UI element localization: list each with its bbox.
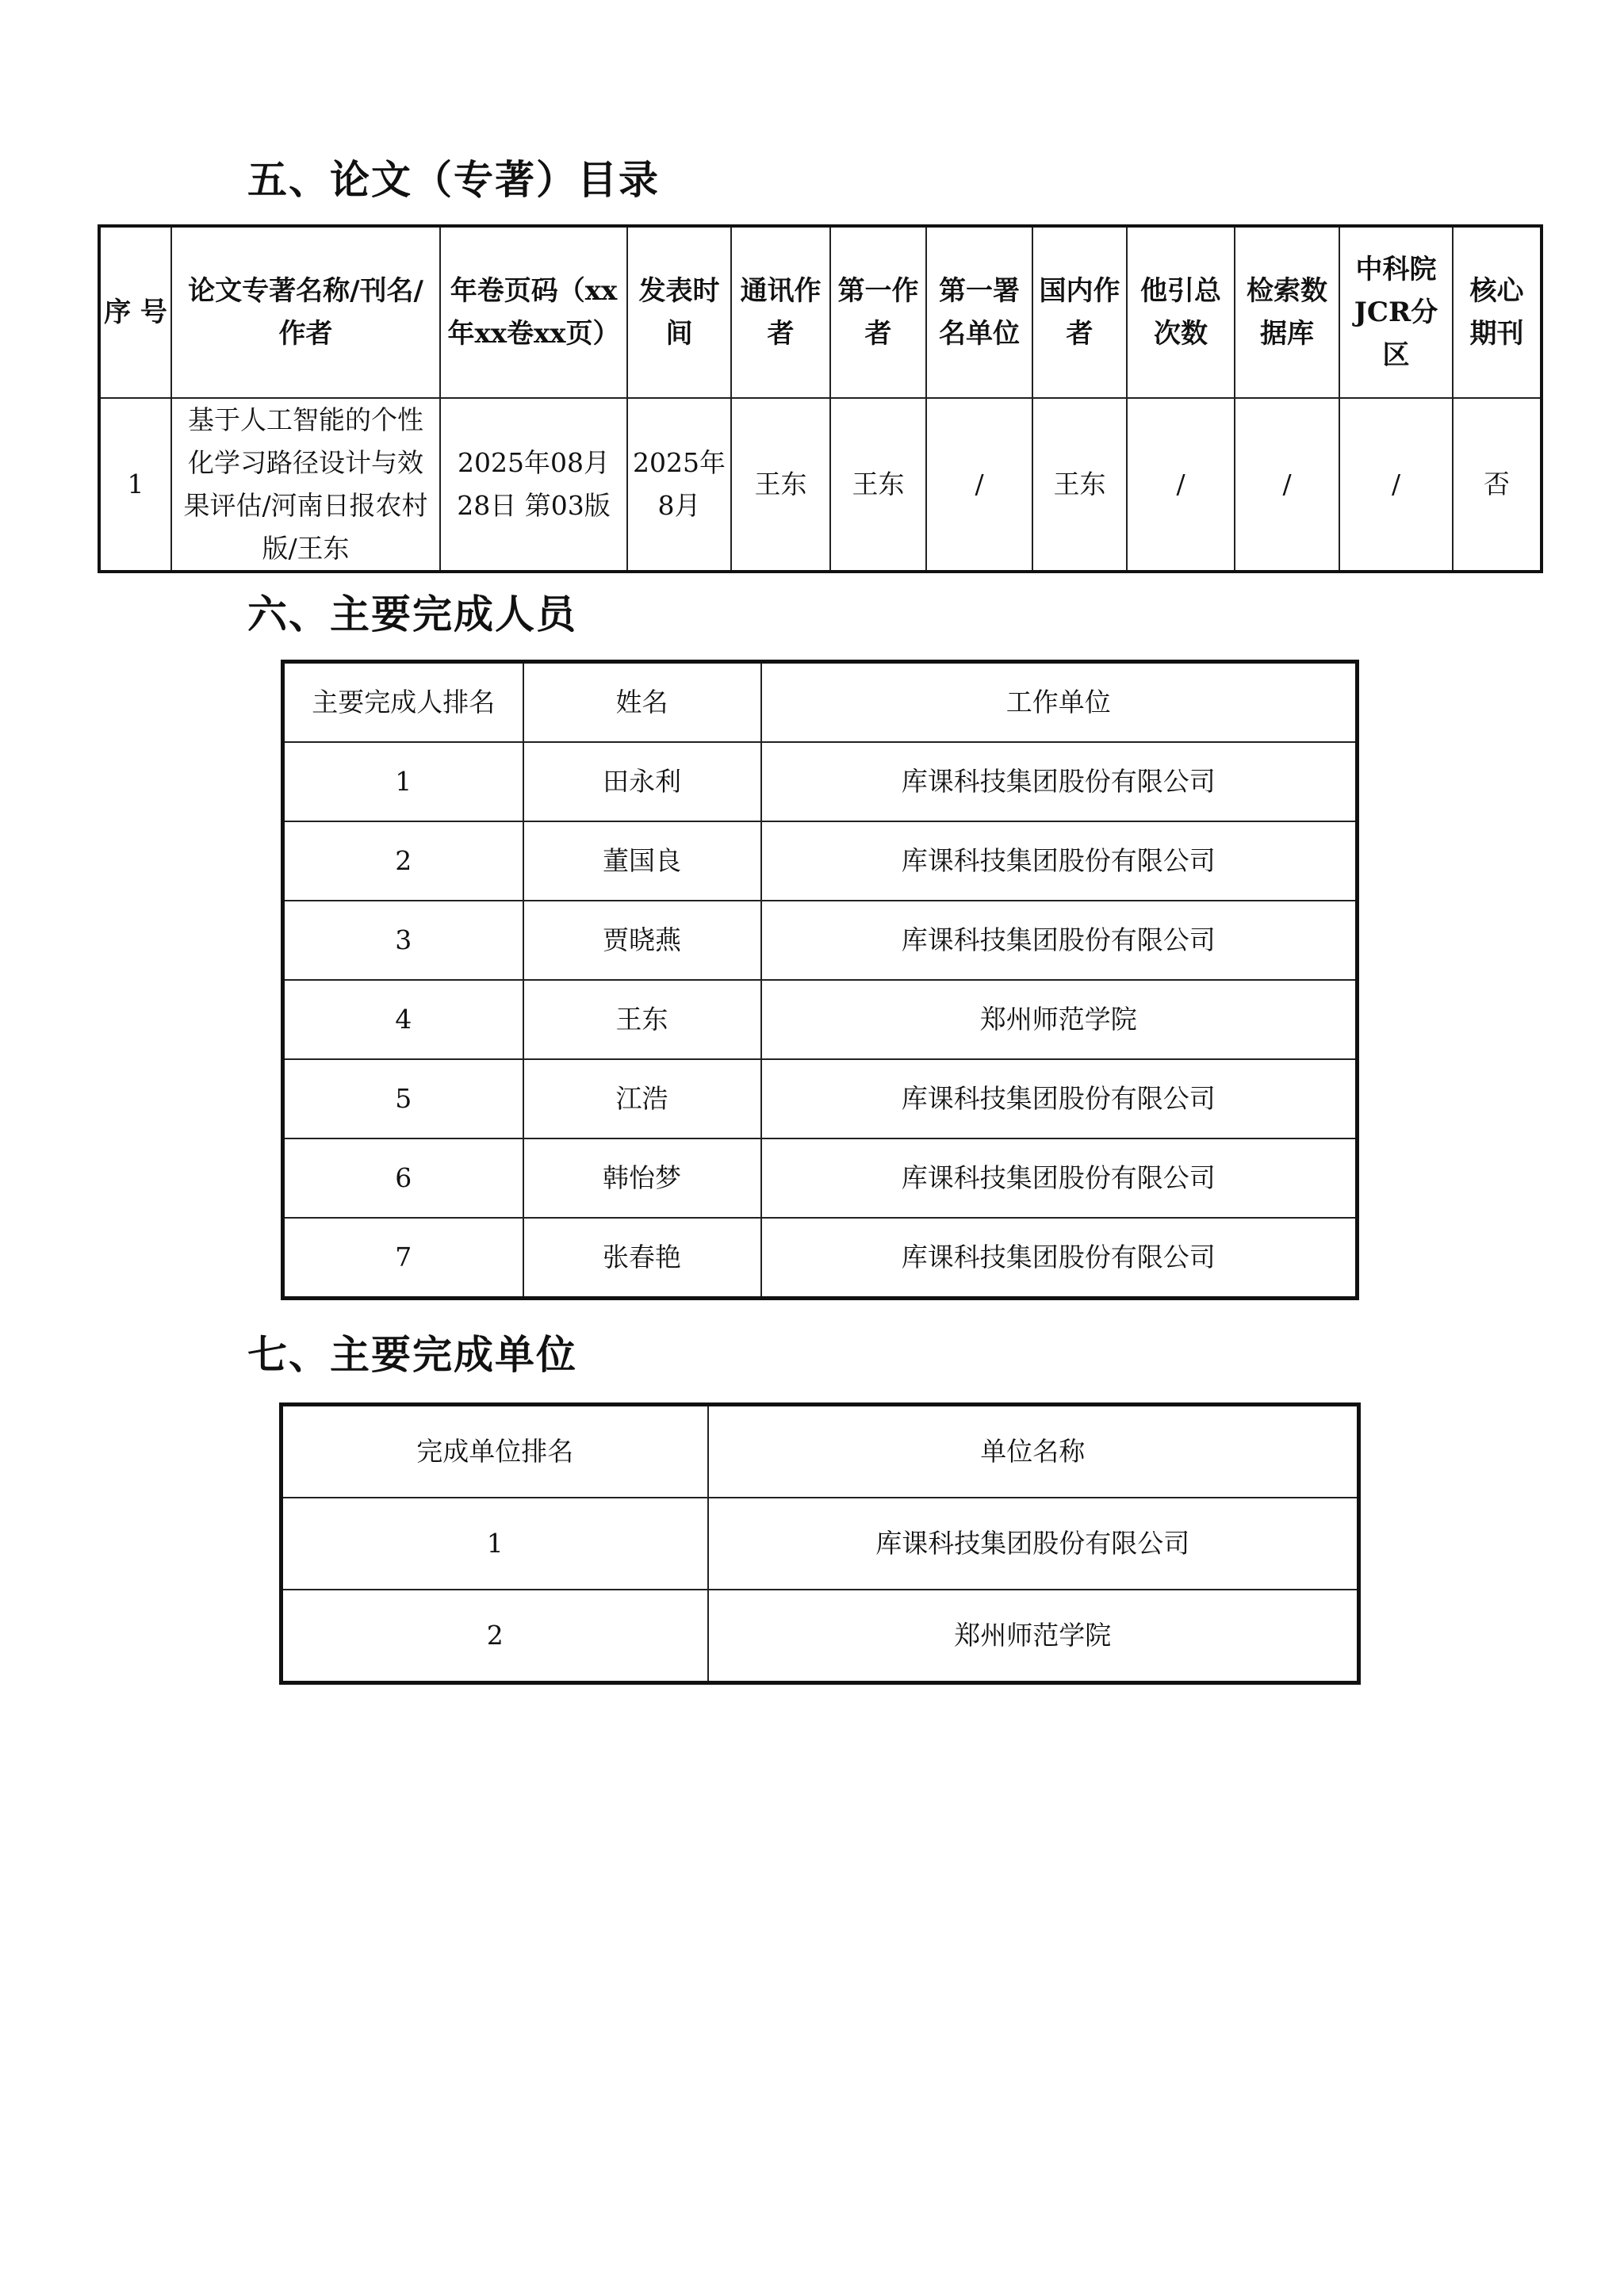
section-title-personnel: 六、主要完成人员: [247, 591, 577, 637]
cell: 库课科技集团股份有限公司: [761, 821, 1358, 901]
cell: 4: [283, 980, 523, 1059]
cell: 王东: [1032, 398, 1127, 572]
header-cell: 姓名: [523, 662, 761, 743]
cell: /: [1127, 398, 1235, 572]
cell: 库课科技集团股份有限公司: [761, 1138, 1358, 1218]
header-cell: 论文专著名称/刊名/ 作者: [171, 226, 440, 398]
header-cell: 工作单位: [761, 662, 1358, 743]
table-row: [283, 1218, 1358, 1299]
table-row: [283, 742, 1358, 821]
cell: 郑州师范学院: [761, 980, 1358, 1059]
header-cell: 中科院JCR分区: [1339, 226, 1453, 398]
cell: 董国良: [523, 821, 761, 901]
cell: 1: [283, 742, 523, 821]
cell: 库课科技集团股份有限公司: [761, 742, 1358, 821]
table-header-row: [283, 662, 1358, 743]
cell: 3: [283, 901, 523, 980]
papers-table: [98, 224, 1543, 573]
header-cell: 他引总次数: [1127, 226, 1235, 398]
cell: 库课科技集团股份有限公司: [708, 1498, 1359, 1590]
cell: 2025年8月: [627, 398, 731, 572]
table-row: [283, 980, 1358, 1059]
cell: 库课科技集团股份有限公司: [761, 1059, 1358, 1138]
cell: 基于人工智能的个性化学习路径设计与效果评估/河南日报农村版/王东: [171, 398, 440, 572]
cell: 王东: [523, 980, 761, 1059]
cell: 2: [282, 1590, 708, 1683]
table-row: [283, 1059, 1358, 1138]
header-cell: 第一署名单位: [926, 226, 1032, 398]
header-cell: 核心期刊: [1453, 226, 1542, 398]
cell: 库课科技集团股份有限公司: [761, 1218, 1358, 1299]
table-row: [282, 1498, 1359, 1590]
units-table: [279, 1402, 1361, 1685]
personnel-table: [281, 660, 1359, 1300]
table-row: [283, 821, 1358, 901]
table-row: [282, 1590, 1359, 1683]
header-cell: 主要完成人排名: [283, 662, 523, 743]
cell: 库课科技集团股份有限公司: [761, 901, 1358, 980]
table-row: [283, 901, 1358, 980]
table-row: [283, 1138, 1358, 1218]
cell: 田永利: [523, 742, 761, 821]
cell: 江浩: [523, 1059, 761, 1138]
header-cell: 检索数据库: [1235, 226, 1339, 398]
table-header-row: [282, 1405, 1359, 1498]
cell: 2025年08月28日 第03版: [440, 398, 627, 572]
section-title-papers: 五、论文（专著）目录: [247, 157, 660, 203]
cell: 5: [283, 1059, 523, 1138]
cell: 7: [283, 1218, 523, 1299]
cell: /: [926, 398, 1032, 572]
cell: 否: [1453, 398, 1542, 572]
cell: 2: [283, 821, 523, 901]
section-title-units: 七、主要完成单位: [247, 1332, 577, 1378]
cell: 韩怡梦: [523, 1138, 761, 1218]
header-cell: 年卷页码（xx年xx卷xx页）: [440, 226, 627, 398]
table-row: [99, 398, 1542, 572]
header-cell: 序 号: [99, 226, 171, 398]
header-cell: 第一作者: [830, 226, 926, 398]
header-cell: 单位名称: [708, 1405, 1359, 1498]
header-cell: 通讯作者: [731, 226, 830, 398]
header-cell: 国内作者: [1032, 226, 1127, 398]
header-cell: 发表时间: [627, 226, 731, 398]
cell: /: [1235, 398, 1339, 572]
cell: 6: [283, 1138, 523, 1218]
cell: /: [1339, 398, 1453, 572]
cell: 王东: [731, 398, 830, 572]
cell: 王东: [830, 398, 926, 572]
header-cell: 完成单位排名: [282, 1405, 708, 1498]
cell: 1: [282, 1498, 708, 1590]
table-header-row: [99, 226, 1542, 398]
cell: 张春艳: [523, 1218, 761, 1299]
cell: 郑州师范学院: [708, 1590, 1359, 1683]
cell: 1: [99, 398, 171, 572]
cell: 贾晓燕: [523, 901, 761, 980]
